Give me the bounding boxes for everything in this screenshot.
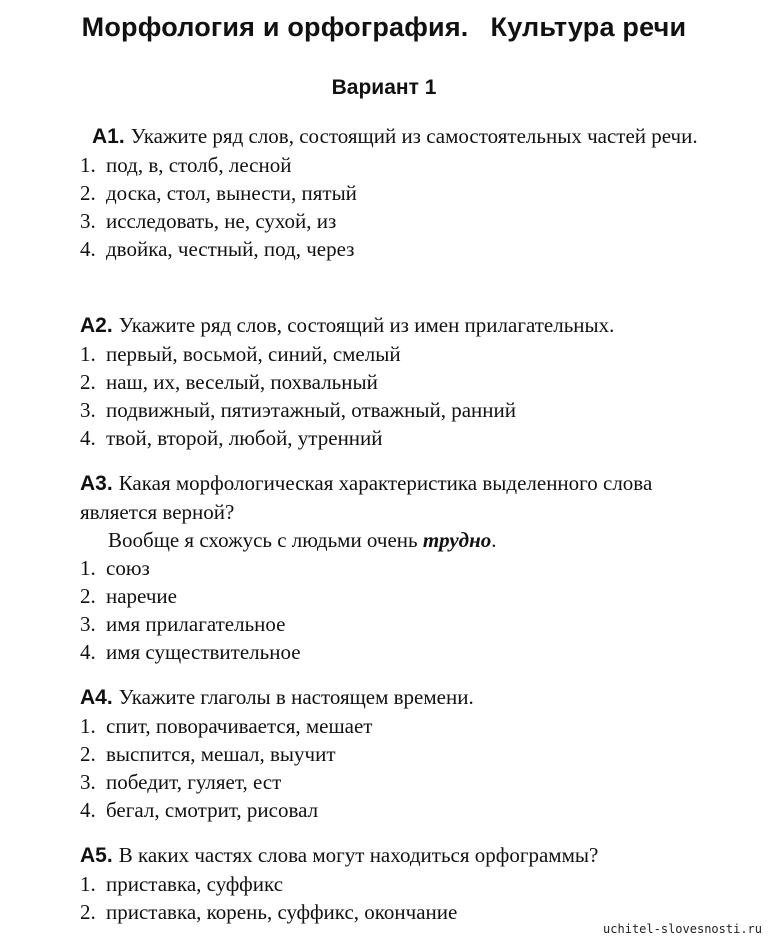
question-a5 [80,841,730,926]
question-label: А1. [92,125,125,148]
answer-option: 3. победит, гуляет, ест [80,770,282,794]
page-title [0,12,768,43]
question-label: А5. [80,844,113,867]
answer-option: 1. первый, восьмой, синий, смелый [80,342,401,366]
answer-option: 3. исследовать, не, сухой, из [80,209,337,233]
answer-option: 3. имя прилагательное [80,612,286,636]
question-text: А5. В каких частях слова могут находиться орфограммы? [80,843,599,867]
answer-option: 4. двойка, честный, под, через [80,237,355,261]
question-a1 [80,122,730,263]
question-a2 [80,311,730,452]
answer-option: 4. твой, второй, любой, утренний [80,426,383,450]
example-sentence: Вообще я схожусь с людьми очень трудно. [108,528,497,552]
answer-option: 3. подвижный, пятиэтажный, отважный, ранний [80,398,516,422]
question-text: А4. Укажите глаголы в настоящем времени. [80,685,474,709]
title-part-1: Морфология и орфография. [81,12,469,42]
title-part-2: Культура речи [490,12,687,42]
answer-option: 2. выспится, мешал, выучит [80,742,336,766]
question-text: А1. Укажите ряд слов, состоящий из самостоятельных частей речи. [92,124,698,148]
question-label: А3. [80,472,113,495]
highlighted-word: трудно [422,528,492,552]
question-text: А2. Укажите ряд слов, состоящий из имен прилагательных. [80,313,615,337]
answer-option: 1. союз [80,556,150,580]
answer-option: 1. спит, поворачивается, мешает [80,714,373,738]
question-a4 [80,683,730,824]
variant-heading: Вариант 1 [331,76,437,99]
question-label: А2. [80,314,113,337]
answer-option: 2. наш, их, веселый, похвальный [80,370,378,394]
answer-option: 2. доска, стол, вынести, пятый [80,181,357,205]
question-a3 [80,469,730,666]
answer-option: 1. под, в, столб, лесной [80,153,292,177]
answer-option: 4. имя существительное [80,640,301,664]
question-text: А3. Какая морфологическая характеристика выделенного слова является верной? [80,471,653,524]
watermark: uchitel-slovesnosti.ru [603,922,762,936]
answer-option: 4. бегал, смотрит, рисовал [80,798,319,822]
answer-option: 2. приставка, корень, суффикс, окончание [80,900,458,924]
question-label: А4. [80,686,113,709]
answer-option: 1. приставка, суффикс [80,872,284,896]
answer-option: 2. наречие [80,584,177,608]
